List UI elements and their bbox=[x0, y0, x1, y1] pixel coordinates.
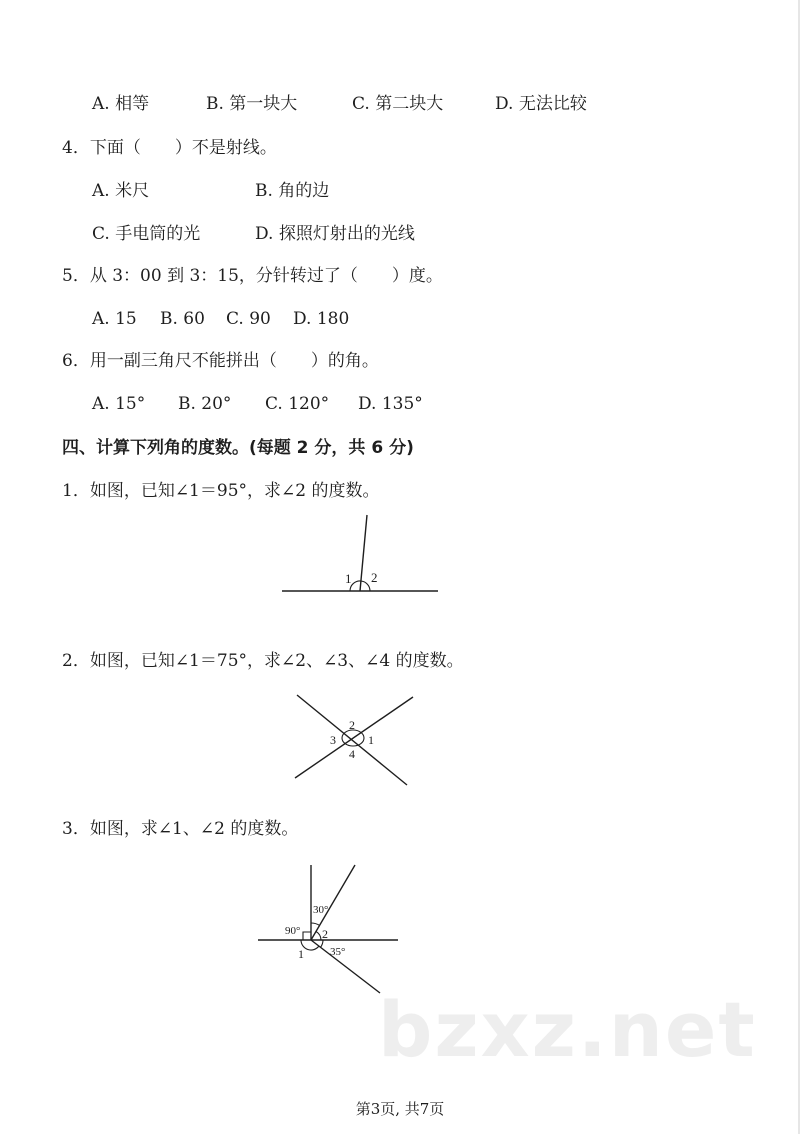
q4-option-b: B. 角的边 bbox=[255, 181, 330, 201]
fig1-ray bbox=[360, 515, 367, 591]
fig2-label-3: 3 bbox=[330, 733, 336, 747]
q5-stem: 5．从 3：00 到 3：15，分针转过了（ ）度。 bbox=[62, 266, 443, 286]
q3-option-b: B. 第一块大 bbox=[206, 94, 298, 114]
fig3-35-arc bbox=[321, 940, 324, 947]
section4-item-3-text: 3．如图，求∠1、∠2 的度数。 bbox=[62, 819, 299, 839]
section-4-title: 四、计算下列角的度数。(每题 2 分，共 6 分) bbox=[62, 438, 414, 458]
q4-stem: 4．下面（ ）不是射线。 bbox=[62, 138, 277, 158]
q6-stem: 6．用一副三角尺不能拼出（ ）的角。 bbox=[62, 351, 379, 371]
fig2-label-2: 2 bbox=[349, 718, 355, 732]
figure-2-diagram bbox=[285, 685, 425, 790]
q6-option-d: D. 135° bbox=[358, 394, 423, 414]
q3-option-a: A. 相等 bbox=[92, 94, 150, 114]
q5-option-d: D. 180 bbox=[293, 309, 350, 329]
figure-1-diagram bbox=[270, 505, 450, 600]
q5-option-a: A. 15 bbox=[92, 309, 137, 329]
fig1-angle-1-arc bbox=[350, 581, 361, 591]
fig3-right-angle-mark bbox=[303, 932, 311, 940]
fig3-label-30: 30° bbox=[313, 904, 329, 916]
q4-option-c: C. 手电筒的光 bbox=[92, 224, 201, 244]
fig3-30-arc bbox=[311, 923, 320, 925]
fig1-label-1: 1 bbox=[345, 571, 352, 586]
section4-item-1-text: 1．如图，已知∠1＝95°，求∠2 的度数。 bbox=[62, 481, 380, 501]
fig3-oblique-ray bbox=[311, 865, 355, 940]
fig3-label-2: 2 bbox=[322, 927, 328, 941]
q3-option-c: C. 第二块大 bbox=[352, 94, 444, 114]
figure-3-diagram bbox=[250, 860, 410, 1000]
fig1-angle-2-arc bbox=[361, 581, 370, 591]
fig1-label-2: 2 bbox=[371, 570, 378, 585]
q3-option-d: D. 无法比较 bbox=[495, 94, 587, 114]
watermark: bzxz.net bbox=[378, 985, 757, 1074]
fig2-label-4: 4 bbox=[349, 747, 355, 761]
q6-option-a: A. 15° bbox=[92, 394, 146, 414]
page-footer: 第3页, 共7页 bbox=[355, 1100, 445, 1118]
section4-item-2-text: 2．如图，已知∠1＝75°，求∠2、∠3、∠4 的度数。 bbox=[62, 651, 464, 671]
fig3-lower-ray bbox=[311, 940, 380, 993]
q6-option-c: C. 120° bbox=[265, 394, 330, 414]
fig3-label-35: 35° bbox=[330, 946, 346, 958]
fig2-line-a bbox=[295, 697, 413, 778]
q6-option-b: B. 20° bbox=[178, 394, 232, 414]
q4-option-d: D. 探照灯射出的光线 bbox=[255, 224, 415, 244]
q5-option-c: C. 90 bbox=[226, 309, 271, 329]
q5-option-b: B. 60 bbox=[160, 309, 205, 329]
fig3-label-1: 1 bbox=[298, 947, 304, 961]
fig3-angle-2-arc bbox=[316, 932, 321, 941]
q4-option-a: A. 米尺 bbox=[92, 181, 150, 201]
fig2-line-b bbox=[297, 695, 407, 785]
fig3-label-90: 90° bbox=[285, 925, 301, 937]
fig2-label-1: 1 bbox=[368, 733, 374, 747]
